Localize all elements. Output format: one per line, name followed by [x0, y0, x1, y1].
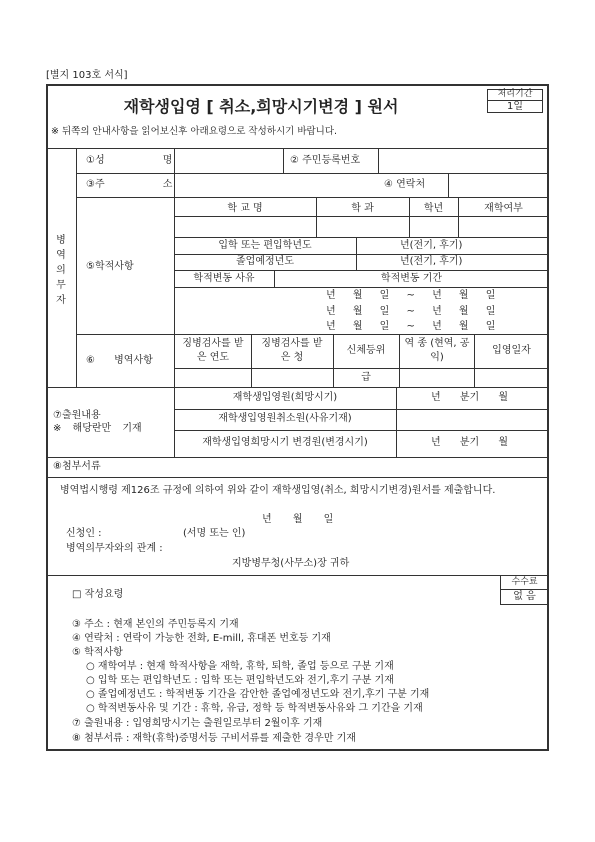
notice-text: ※ 뒤쪽의 안내사항을 읽어보신후 아래요령으로 작성하시기 바랍니다.: [51, 126, 338, 137]
academic-label: ⑤학적사항: [86, 261, 134, 272]
grad-year-value: 년(전기, 후기): [400, 256, 463, 267]
fee-box: [500, 575, 549, 605]
signature-label: (서명 또는 인): [183, 528, 246, 539]
school-header: 학 교 명: [227, 203, 263, 214]
enlistment-date-header: 입영일자: [492, 345, 531, 356]
change-reason-label: 학적변동 사유: [193, 273, 255, 284]
processing-value: 1일: [506, 101, 524, 112]
period-row-2: 년 월 일 ~ 년 월 일: [326, 306, 496, 317]
application-row-1-label: 재학생입영원(희망시기): [232, 392, 338, 403]
name-label: ①성 명: [86, 155, 173, 166]
processing-box: [487, 89, 543, 113]
guide-item-change: ○ 학적변동사유 및 기간 : 휴학, 유급, 정학 등 학적변동사유와 그 기간을 기재: [86, 703, 423, 714]
entry-year-value: 년(전기, 후기): [400, 240, 463, 251]
entry-year-label: 입학 또는 편입학년도: [218, 240, 312, 251]
guide-item-enrollment: ○ 재학여부 : 현재 학적사항을 재학, 휴학, 퇴학, 졸업 등으로 구분 기재: [86, 661, 394, 672]
guide-item-entry-year: ○ 입학 또는 편입학년도 : 입학 또는 편입학년도와 전기,후기 구분 기재: [86, 675, 394, 686]
form-title: 재학생입영 [ 취소,희망시기변경 ] 원서: [123, 97, 399, 116]
relation-label: 병역의무자와의 관계 :: [66, 543, 163, 554]
physical-grade-header: 신체등위: [346, 345, 386, 356]
exam-office-header: 징병검사를 받은 청: [261, 338, 323, 363]
grad-year-label: 졸업예정년도: [236, 256, 294, 267]
addressee: 지방병무청(사무소)장 귀하: [232, 558, 350, 569]
period-row-3: 년 월 일 ~ 년 월 일: [326, 321, 496, 332]
guide-item-academic: ⑤ 학적사항: [72, 647, 123, 658]
period-row-1: 년 월 일 ~ 년 월 일: [326, 290, 496, 301]
guide-item-address: ③ 주소 : 현재 본인의 주민등록지 기재: [72, 619, 239, 630]
section-side-label: 병역의무자: [56, 235, 66, 306]
physical-grade-value: 급: [361, 372, 371, 383]
guide-heading: □ 작성요령: [72, 589, 124, 600]
military-label: ⑥ 병역사항: [86, 355, 153, 366]
application-row-3-label: 재학생입영희망시기 변경원(변경시기): [202, 437, 368, 448]
guide-item-attachments: ⑧ 첨부서류 : 재학(휴학)증명서등 구비서류를 제출한 경우만 기재: [72, 733, 356, 744]
rrn-label: ② 주민등록번호: [290, 155, 361, 166]
applicant-label: 신청인 :: [66, 528, 102, 539]
guide-item-grad-year: ○ 졸업예정년도 : 학적변동 기간을 감안한 졸업예정년도와 전기,후기 구분 기재: [86, 689, 430, 700]
application-row-3-value: 년 분기 월: [431, 437, 508, 448]
form-number: [별지 103호 서식]: [46, 70, 128, 81]
year-header: 학년: [423, 203, 444, 214]
dept-header: 학 과: [351, 203, 374, 214]
declaration-date: 년 월 일: [262, 514, 334, 525]
application-row-2-label: 재학생입영원취소원(사유기재): [218, 413, 352, 424]
enrollment-header: 재학여부: [484, 203, 523, 214]
application-label: ⑦출원내용: [53, 410, 101, 421]
contact-label: ④ 연락처: [384, 179, 426, 190]
attachments-label: ⑧첨부서류: [53, 461, 101, 472]
fee-label: 수수료: [511, 577, 538, 587]
application-row-1-value: 년 분기 월: [431, 392, 508, 403]
address-label: ③주 소: [86, 179, 173, 190]
processing-label: 처리기간: [497, 89, 533, 99]
guide-item-contact: ④ 연락처 : 연락이 가능한 전화, E-mill, 휴대폰 번호등 기재: [72, 633, 331, 644]
service-type-header: 역 종 (현역, 공익): [404, 338, 470, 363]
application-note: ※ 해당란만 기재: [53, 423, 142, 434]
fee-value: 없 음: [513, 591, 536, 602]
exam-year-header: 징병검사를 받은 연도: [182, 338, 244, 363]
change-period-label: 학적변동 기간: [380, 273, 443, 284]
declaration-text: 병역법시행령 제126조 규정에 의하여 위와 같이 재학생입영(취소, 희망시기변경)원서를 제출합니다.: [60, 485, 496, 496]
guide-item-application: ⑦ 출원내용 : 입영희망시기는 출원일로부터 2월이후 기재: [72, 718, 323, 729]
